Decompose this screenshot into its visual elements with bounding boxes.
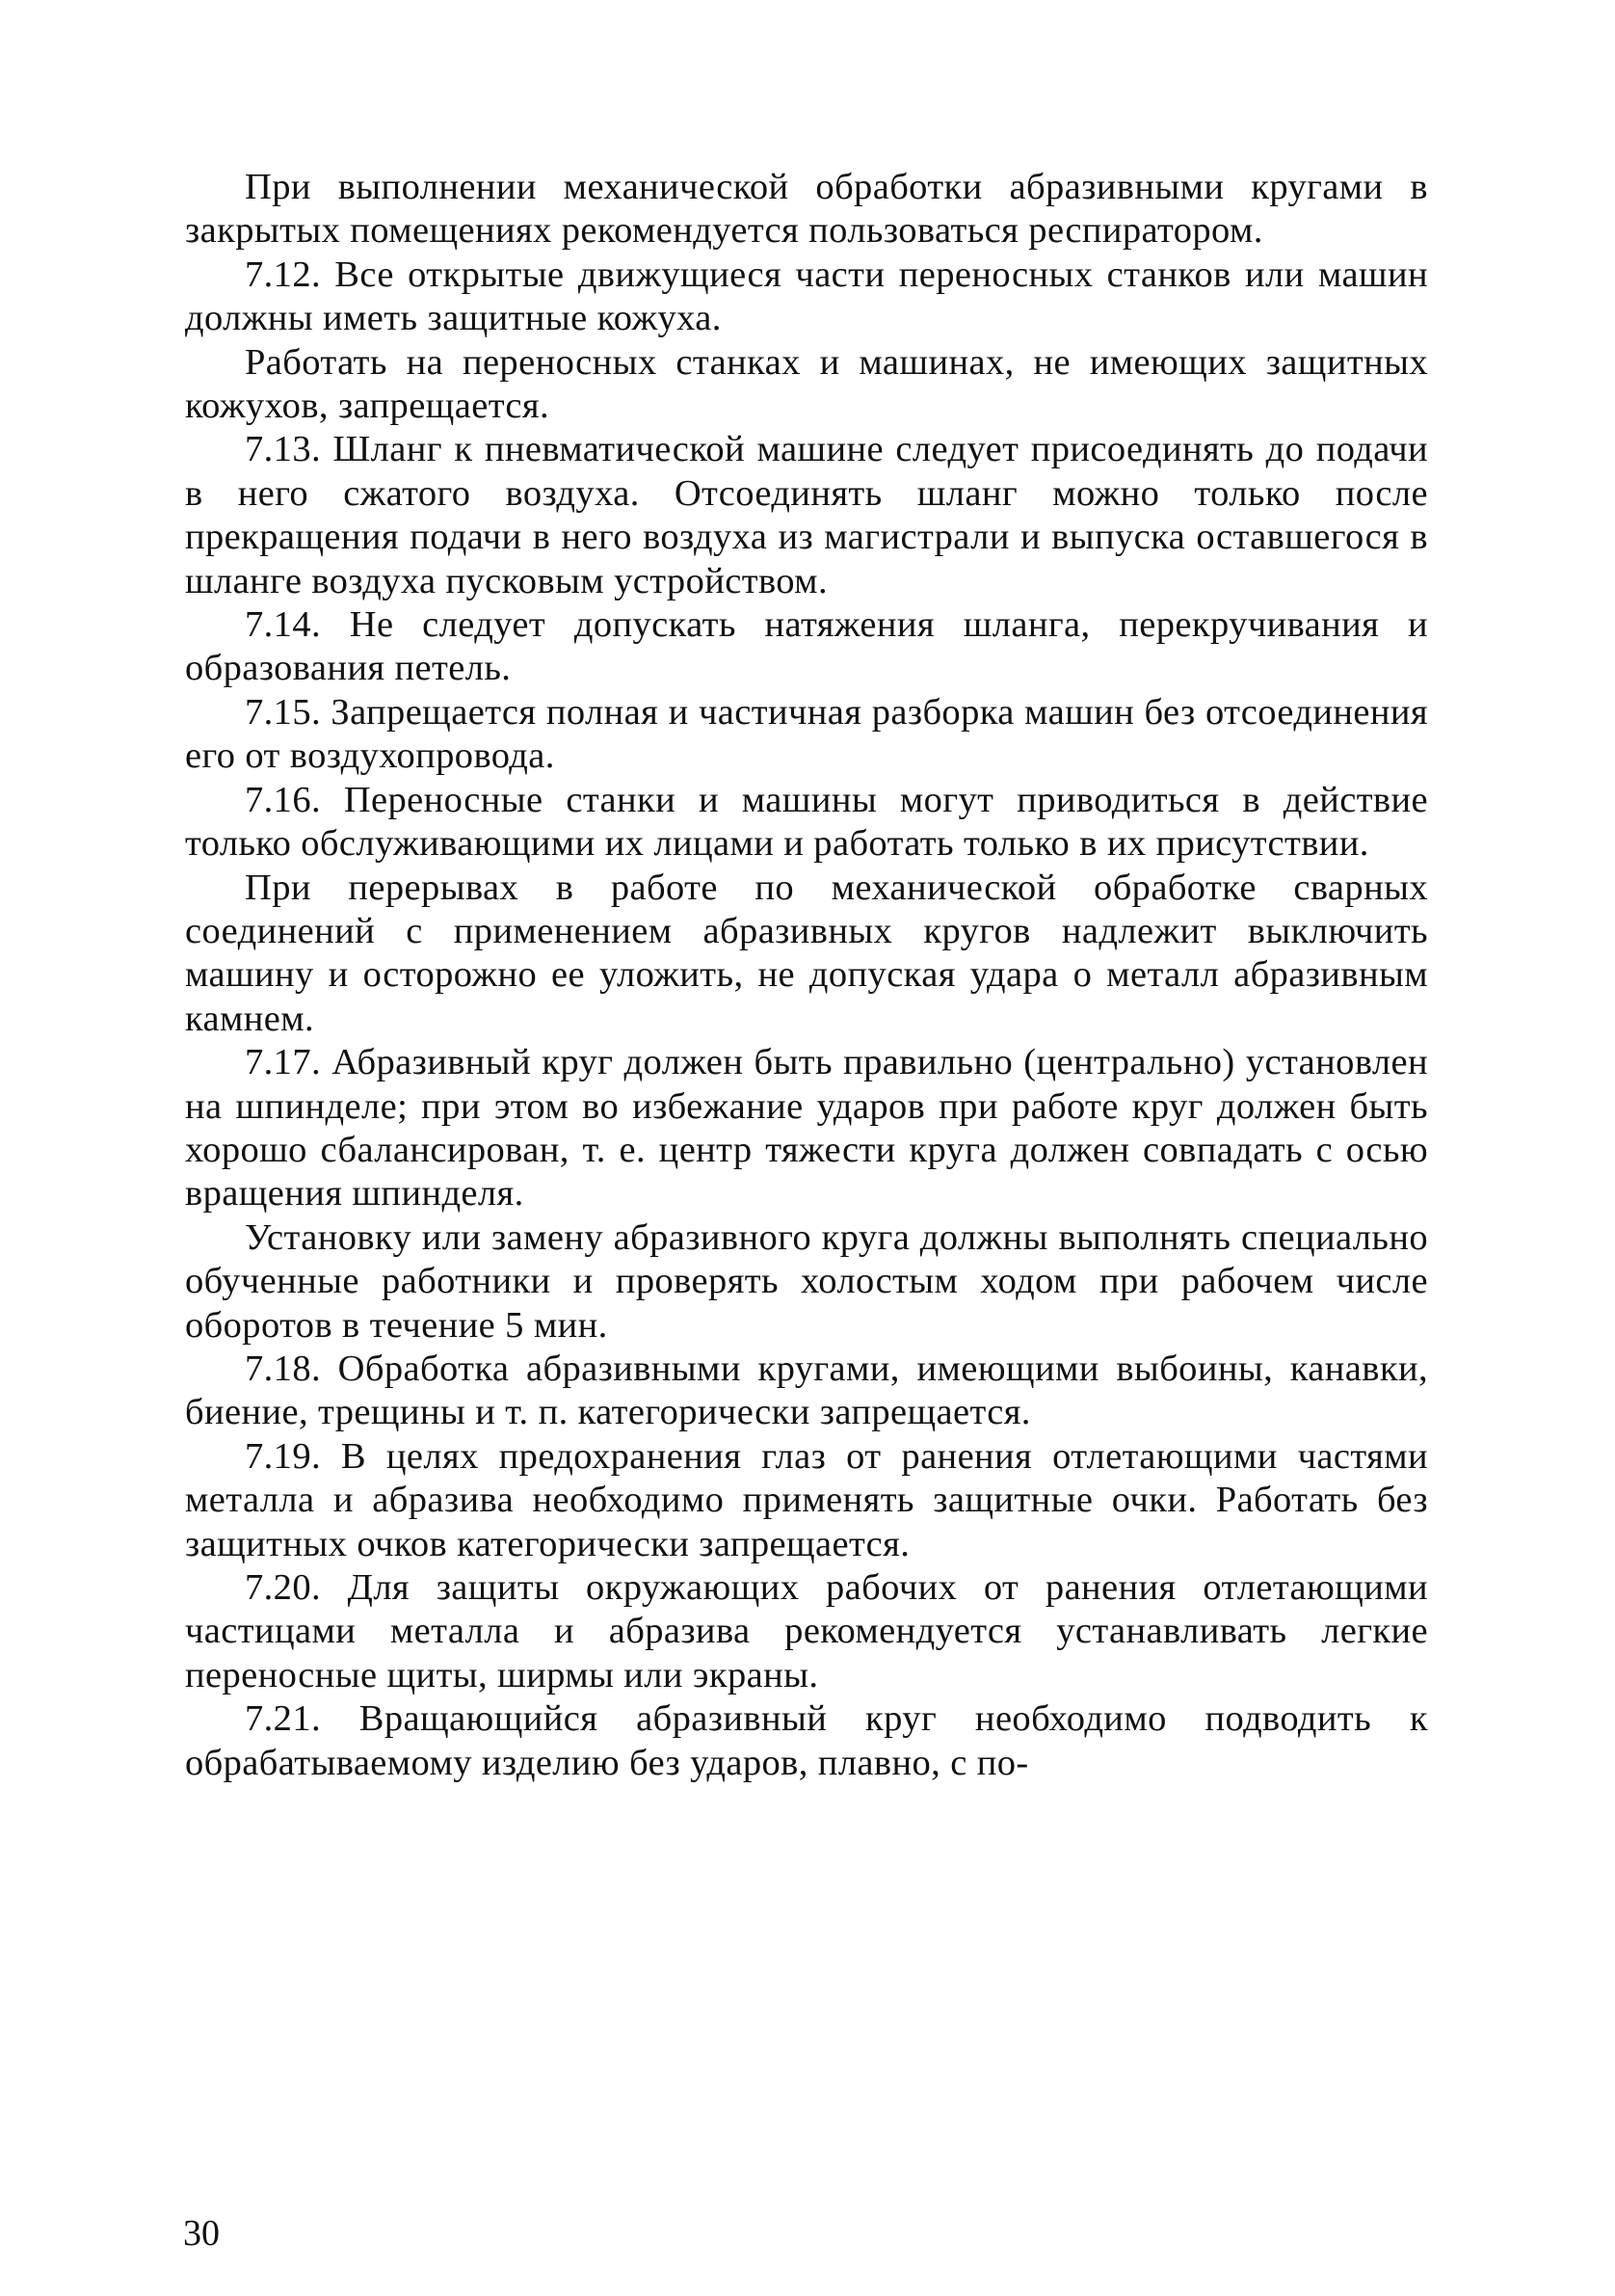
paragraph-7-12: 7.12. Все открытые движущиеся части переносных станков или машин должны иметь защитные кожуха. (185, 254, 1428, 339)
paragraph-guards: Работать на переносных станках и машинах, не имеющих защитных кожухов, запрещается. (185, 341, 1428, 427)
paragraph-7-16: 7.16. Переносные станки и машины могут приводиться в действие только обслуживающими их лицами и работать только в их присутствии. (185, 779, 1428, 865)
paragraph-7-21: 7.21. Вращающийся абразивный круг необходимо подводить к обрабатываемому изделию без ударов, плавно, с по- (185, 1698, 1428, 1783)
paragraph-respirator: При выполнении механической обработки абразивными кругами в закрытых помещениях рекомендуется пользоваться респиратором. (185, 167, 1428, 252)
paragraph-7-15: 7.15. Запрещается полная и частичная разборка машин без отсоединения его от воздухопровода. (185, 691, 1428, 777)
paragraph-7-13: 7.13. Шланг к пневматической машине следует присоединять до подачи в него сжатого воздуха. Отсоединять шланг можно только после прекращения подачи в него воздуха из магистрали и выпуска оставшегося в шланге воздуха пусковым устройством. (185, 429, 1428, 601)
paragraph-7-17: 7.17. Абразивный круг должен быть правильно (центрально) установлен на шпинделе; при этом во избежание ударов при работе круг должен быть хорошо сбалансирован, т. е. центр тяжести круга должен совпадать с осью вращения шпинделя. (185, 1042, 1428, 1215)
paragraph-7-14: 7.14. Не следует допускать натяжения шланга, перекручивания и образования петель. (185, 604, 1428, 689)
paragraph-installation: Установку или замену абразивного круга должны выполнять специально обученные работники и проверять холостым ходом при рабочем числе оборотов в течение 5 мин. (185, 1216, 1428, 1346)
paragraph-7-18: 7.18. Обработка абразивными кругами, имеющими выбоины, канавки, биение, трещины и т. п. категорически запрещается. (185, 1348, 1428, 1433)
paragraph-7-20: 7.20. Для защиты окружающих рабочих от ранения отлетающими частицами металла и абразива рекомендуется устанавливать легкие переносные щиты, ширмы или экраны. (185, 1567, 1428, 1695)
page-body (185, 166, 1428, 1785)
paragraph-breaks: При перерывах в работе по механической обработке сварных соединений с применением абразивных кругов надлежит выключить машину и осторожно ее уложить, не допуская удара о металл абразивным камнем. (185, 867, 1428, 1039)
page-number: 30 (183, 2213, 220, 2254)
paragraph-7-19: 7.19. В целях предохранения глаз от ранения отлетающими частями металла и абразива необходимо применять защитные очки. Работать без защитных очков категорически запрещается. (185, 1435, 1428, 1564)
